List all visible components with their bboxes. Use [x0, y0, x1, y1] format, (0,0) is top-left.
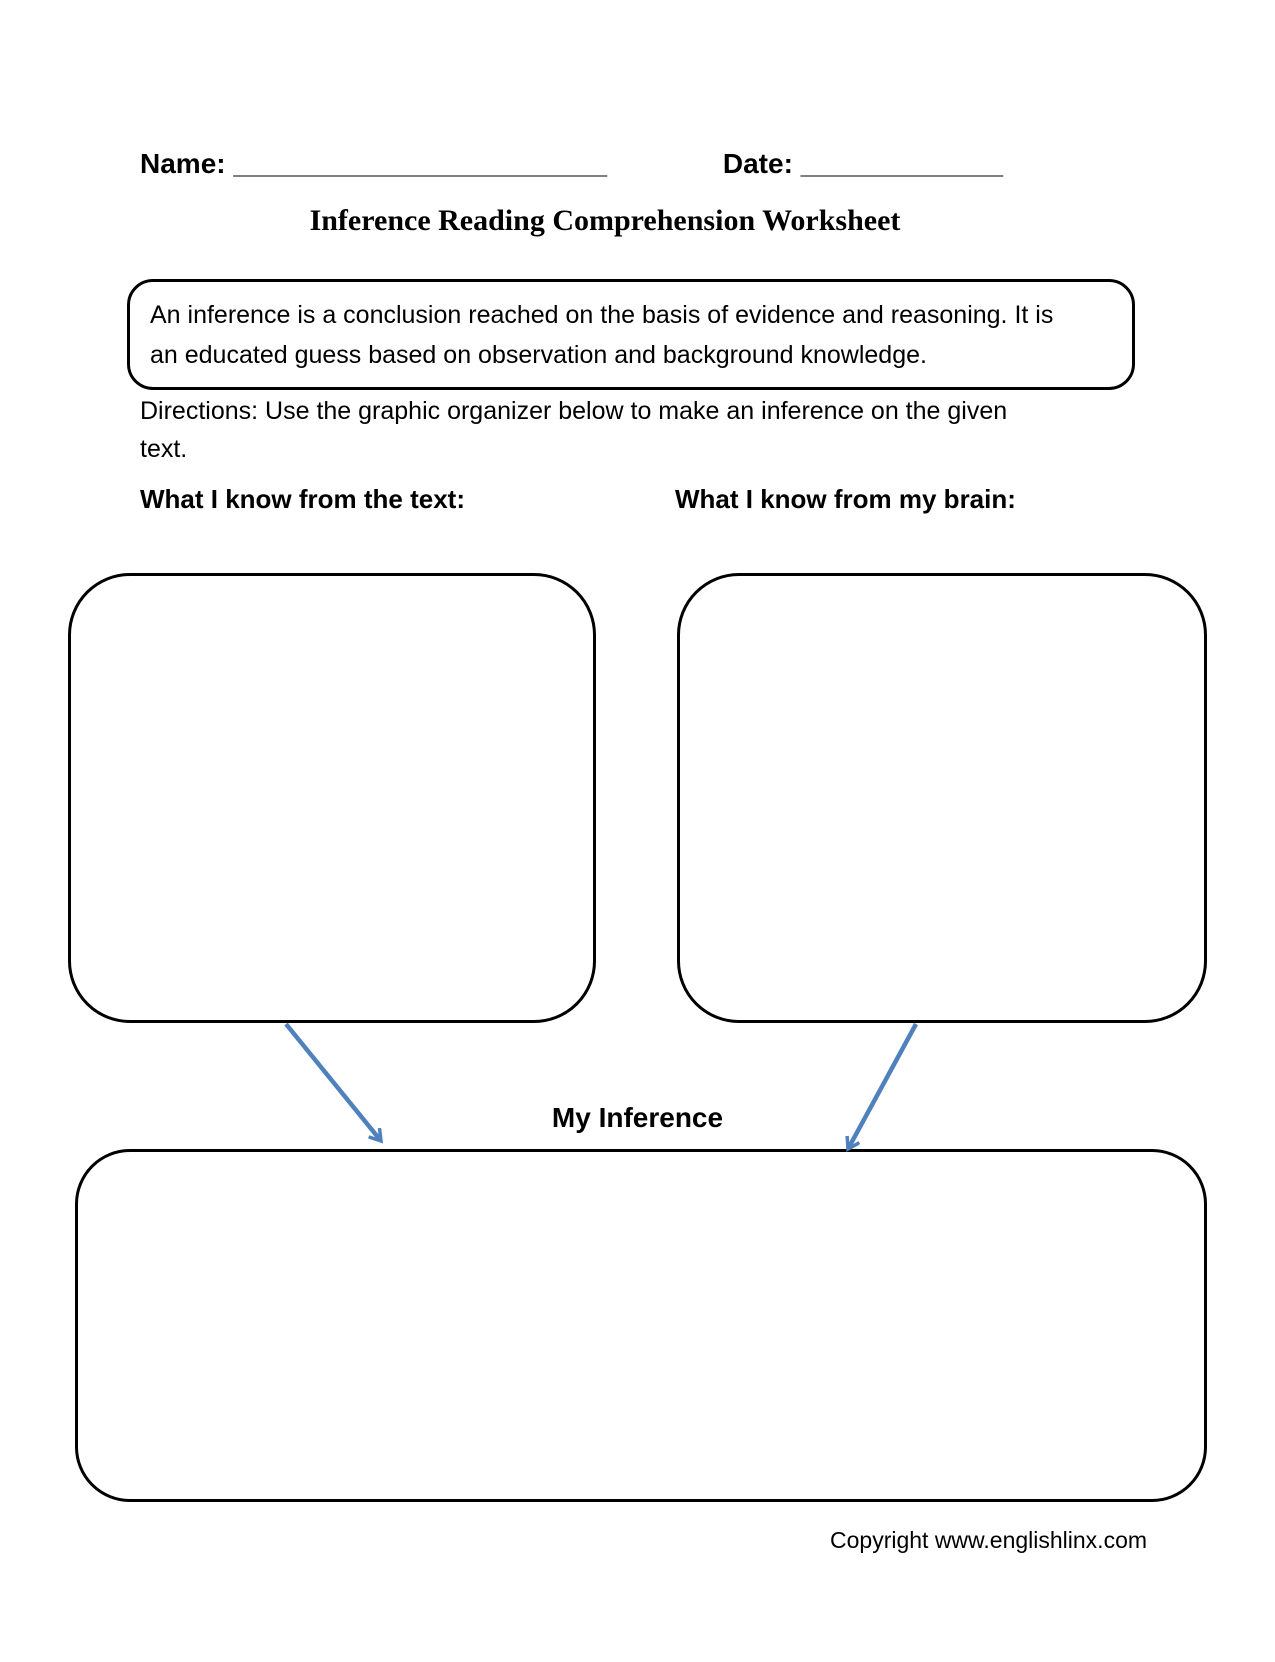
- directions-line2: text.: [140, 435, 188, 463]
- name-blank-line[interactable]: ________________________: [233, 148, 608, 179]
- name-label: Name:: [140, 148, 226, 179]
- right-box-label: What I know from my brain:: [675, 484, 1016, 514]
- date-label: Date:: [722, 148, 793, 179]
- page-title: Inference Reading Comprehension Worksheet: [309, 204, 901, 237]
- definition-text-line1: An inference is a conclusion reached on the basis of evidence and reasoning. It is: [150, 301, 1054, 329]
- copyright-text: Copyright www.englishlinx.com: [830, 1527, 1148, 1553]
- left-box-label: What I know from the text:: [140, 484, 465, 514]
- date-blank-line[interactable]: _____________: [800, 148, 1004, 179]
- brain-knowledge-box[interactable]: [677, 573, 1207, 1023]
- directions-line1: Directions: Use the graphic organizer below to make an inference on the given: [140, 397, 1008, 425]
- my-inference-box[interactable]: [75, 1149, 1207, 1502]
- inference-label: My Inference: [551, 1102, 724, 1133]
- directions-text: [140, 392, 1100, 468]
- definition-text-line2: an educated guess based on observation and background knowledge.: [150, 341, 927, 369]
- header-row: [140, 148, 1003, 180]
- text-evidence-box[interactable]: [68, 573, 596, 1023]
- definition-box: [127, 279, 1135, 390]
